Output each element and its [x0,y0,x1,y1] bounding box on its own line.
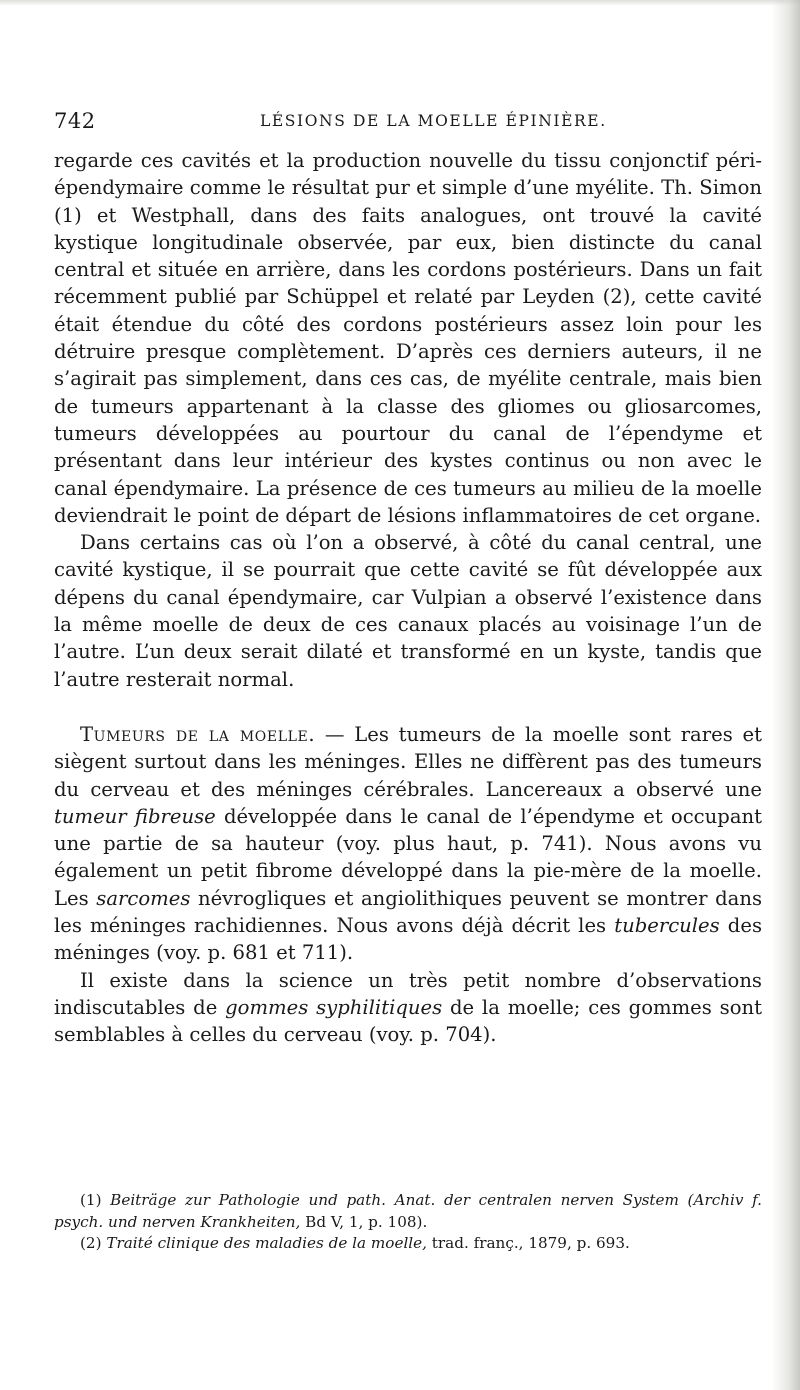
section-heading: Tumeurs de la moelle. [80,722,316,746]
page-header [54,109,760,135]
footnote-source-title: Traité clinique des maladies de la moelle, [106,1234,427,1252]
running-head: LÉSIONS DE LA MOELLE ÉPINIÈRE. [260,112,607,130]
page-number: 742 [54,109,96,133]
text-run: Il existe dans la science un très petit nombre d’observations indiscutables de [54,968,762,1019]
text-run: névrogliques et angiolithiques peuvent se montrer dans les méninges rachidiennes. Nous avons déjà décrit les [54,886,763,938]
text-run: développée dans le canal de l’épendyme et occupant une partie de sa hauteur (voy. plus haut, p. 741). Nous avons vu également un petit fibrome développé dans la pie-mère de la moelle. Les [54,804,762,910]
text-run: Les tumeurs de la moelle sont rares et siègent surtout dans les méninges. Elles ne diffèrent pas des tumeurs du cerveau et des méninges cérébrales. Lancereaux a observé une [54,722,762,801]
main-text [54,147,762,1049]
heading-dash: — [315,722,355,746]
footnotes [54,1190,762,1255]
footnote-marker: (1) [80,1191,111,1209]
footnote-1 [54,1190,762,1233]
paragraph-tumeurs-de-la-moelle [54,721,762,967]
paragraph-gommes-syphilitiques [54,967,762,1049]
footnote-source-title: Beiträge zur Pathologie und path. Anat. der centralen nerven System (Archiv f. psych. und nerven Krankheiten, [54,1191,762,1231]
emphasis-gommes-syphilitiques: gommes syphilitiques [225,995,443,1019]
paragraph-continuation: regarde ces cavités et la production nouvelle du tissu conjonctif péri-épendymaire comme le résultat pur et simple d’une myélite. Th. Simon (1) et Westphall, dans des faits analogues, ont trouvé la cavité kystique longitudinale observée, par eux, bien distincte du canal central et située en arrière, dans les cordons postérieurs. Dans un fait récemment publié par Schüppel et relaté par Leyden (2), cette cavité était étendue du côté des cordons postérieurs assez loin pour les détruire presque complètement. D’après ces derniers auteurs, il ne s’agirait pas simplement, dans ces cas, de myélite centrale, mais bien de tumeurs appartenant à la classe des gliomes ou gliosarcomes, tumeurs développées au pourtour du canal de l’épendyme et présentant dans leur intérieur des kystes continus ou non avec le canal épendymaire. La présence de ces tumeurs au milieu de la moelle deviendrait le point de départ de lésions inflammatoires de cet organe. [54,149,762,527]
footnote-2 [54,1233,762,1255]
footnote-details: trad. franç., 1879, p. 693. [426,1234,630,1252]
footnote-marker: (2) [80,1234,107,1252]
text-run: des méninges (voy. p. 681 et 711). [54,914,762,965]
emphasis-tumeur-fibreuse: tumeur fibreuse [54,804,216,828]
text-run: de la moelle; ces gommes sont semblables à celles du cerveau (voy. p. 704). [54,995,762,1047]
emphasis-sarcomes: sarcomes [96,886,191,910]
page-edge-right [772,0,800,1390]
paragraph-cavite-kystique: Dans certains cas où l’on a observé, à côté du canal central, une cavité kystique, il se pourrait que cette cavité se fût développée aux dépens du canal épendymaire, car Vulpian a observé l’existence dans la même moelle de deux de ces canaux placés au voisinage l’un de l’autre. L’un deux serait dilaté et transformé en un kyste, tandis que l’autre resterait normal. [54,531,762,691]
page-edge-top [0,0,800,6]
footnote-details: Bd V, 1, p. 108). [300,1212,428,1231]
emphasis-tubercules: tubercules [614,914,720,938]
